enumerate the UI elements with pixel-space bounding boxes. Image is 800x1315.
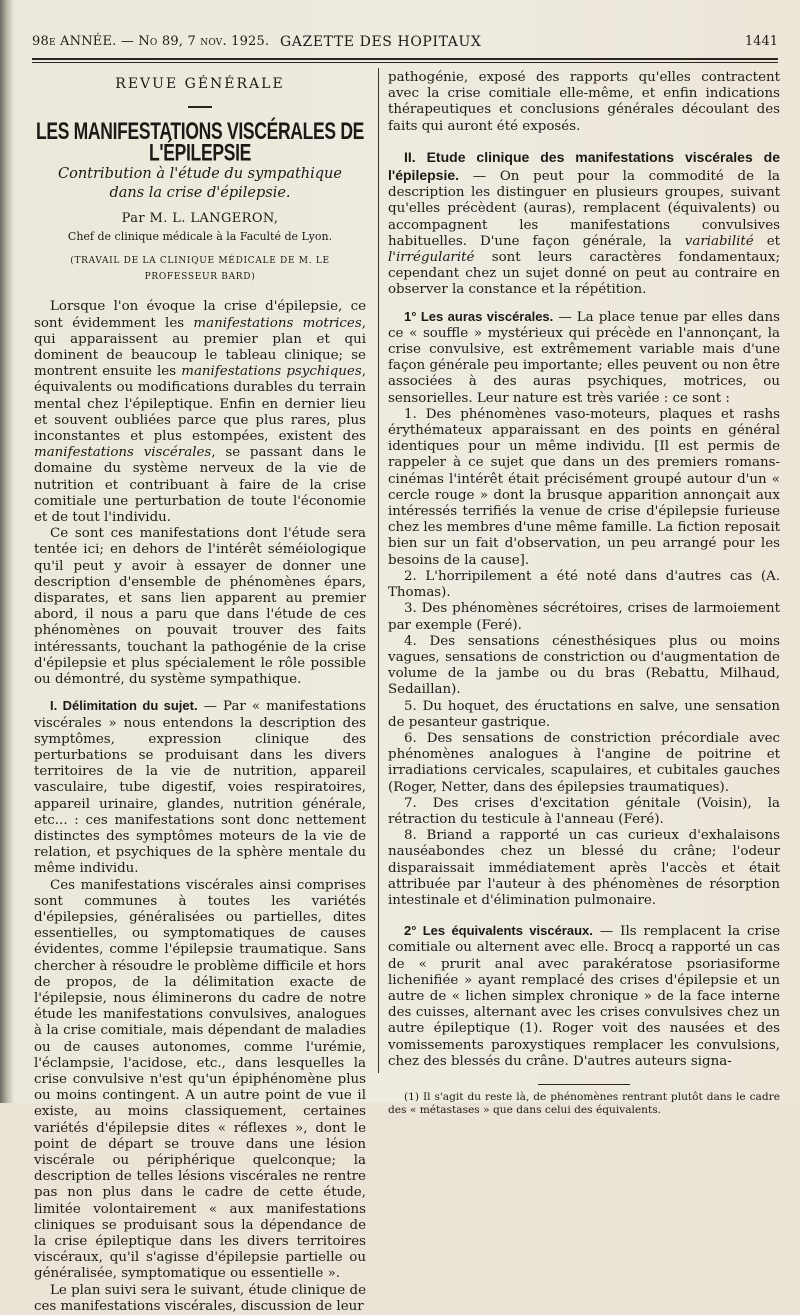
right-column	[388, 70, 780, 1117]
list-item: 8. Briand a rapporté un cas curieux d'exhalaisons nauséabondes chez un blessé du crâne; l'odeur disparaissait immédiatement après l'accès et était attribuée par l'auteur à des phénomènes de résorption intestinale et d'élimination pulmonaire.	[388, 828, 780, 908]
equivalents-paragraph: 2° Les équivalents viscéraux. — Ils remplacent la crise comitiale ou alternent avec elle. Brocq a rapporté un cas de « prurit anal avec parakératose psoriasiforme lichenifiée » ayant remplacé des crises d'épilepsie et un autre de « lichen simplex chronique » de la face interne des cuisses, alternant avec les crises convulsives chez un autre épileptique (1). Roger voit des nausées et des vomissements paroxystiques remplacer les convulsions, chez des blessés du crâne. D'autres auteurs signa-	[388, 923, 780, 1069]
list-item: 6. Des sensations de constriction précordiale avec phénomènes analogues à l'angine de poitrine et irradiations cervicales, scapulaires, et cubitales gauches (Roger, Netter, dans des épilepsies traumatiques).	[388, 730, 780, 795]
left-column	[34, 70, 366, 1315]
emphasis: variabilité	[684, 233, 754, 249]
auras-paragraph: 1° Les auras viscérales. — La place tenue par elles dans ce « souffle » mystérieux qui précède en l'annonçant, la crise convulsive, est extrêmement variable mais d'une façon générale peu importante; elles peuvent ou non être associées à des auras psychiques, motrices, ou sensorielles. Leur nature est très variée : ce sont :	[388, 308, 780, 406]
article-subtitle	[34, 165, 366, 203]
column-divider	[378, 68, 379, 1073]
emphasis: manifestations viscérales	[34, 445, 212, 461]
journal-title: GAZETTE DES HOPITAUX	[280, 34, 482, 50]
emphasis: manifestations psychiques	[181, 364, 362, 380]
section-2-paragraph: II. Etude clinique des manifestations viscérales de l'épilepsie. — On peut pour la commodité de la description les distinguer en plusieurs groupes, suivant qu'elles précèdent (auras), remplacent (équivalents) ou accompagnent les manifestations convulsives habituelles. D'une façon générale, la variabilité et l'irrégularité sont leurs caractères fondamentaux; cependant chez un sujet donné on peut au contraire en observer la constance et la répétition.	[388, 148, 780, 298]
list-item: 3. Des phénomènes sécrétoires, crises de larmoiement par exemple (Feré).	[388, 601, 780, 633]
section-heading: II. Etude clinique des manifestations viscérales de l'épilepsie.	[388, 148, 780, 184]
article-title: LES MANIFESTATIONS VISCÉRALES DE L'ÉPILEPSIE	[35, 117, 365, 167]
list-item: 1. Des phénomènes vaso-moteurs, plaques et rashs érythémateux apparaissant en des points en général identiques pour un même individu. [Il est permis de rappeler à ce sujet que dans un des premiers romans-cinémas l'intérêt était précisément groupé autour d'un « cercle rouge » dont la brusque apparition annonçait aux intéressés terrifiés la venue de crise d'épilepsie furieuse chez les membres d'une même famille. La fiction reposait bien sur un fait d'observation, un peu arrangé pour les besoins de la cause].	[388, 406, 780, 568]
subtitle-line: Contribution à l'étude du sympathique	[58, 165, 342, 182]
list-item: 5. Du hoquet, des éructations en salve, une sensation de pesanteur gastrique.	[388, 698, 780, 730]
list-item: 7. Des crises d'excitation génitale (Voisin), la rétraction du testicule à l'anneau (Feré).	[388, 795, 780, 827]
list-item: 4. Des sensations cénesthésiques plus ou moins vagues, sensations de constriction ou d'augmentation de volume de la jambe ou du bras (Rebattu, Milhaud, Sedaillan).	[388, 633, 780, 698]
list-item: 2. L'horripilement a été noté dans d'autres cas (A. Thomas).	[388, 568, 780, 601]
section-heading: I. Délimitation du sujet.	[50, 698, 198, 714]
page-number: 1441	[744, 34, 778, 49]
author-affiliation: Chef de clinique médicale à la Faculté de Lyon.	[67, 229, 333, 243]
section-1-paragraph: I. Délimitation du sujet. — Par « manifestations viscérales » nous entendons la description des symptômes, expression clinique des perturbations se produisant dans les divers territoires de la vie de nutrition, appareil vasculaire, tube digestif, voies respiratoires, appareil urinaire, glandes, nutrition générale, etc... : ces manifestations sont donc nettement distinctes des symptômes moteurs de la vie de relation, et psychiques de la sphère mentale du même individu.	[34, 698, 366, 877]
header-rule-thin	[32, 62, 778, 63]
subtitle-line: dans la crise d'épilepsie.	[109, 184, 291, 201]
paragraph: pathogénie, exposé des rapports qu'elles contractent avec la crise comitiale elle-même, et enfin indications thérapeutiques et conclusions générales découlant des faits qui auront été exposés.	[388, 70, 780, 134]
paragraph: Lorsque l'on évoque la crise d'épilepsie, ce sont évidemment les manifestations motrices, qui apparaissent au premier plan et qui dominent de beaucoup le tableau clinique; se montrent ensuite les manifestations psychiques, équivalents ou modifications durables du terrain mental chez l'épileptique. Enfin en dernier lieu et souvent oubliées parce que plus rares, plus inconstantes et plus estompées, existent des manifestations viscérales, se passant dans le domaine du système nerveux de la vie de nutrition et contribuant à faire de la crise comitiale une perturbation de toute l'économie et de tout l'individu.	[34, 299, 366, 526]
article-author: Par M. L. LANGERON,	[121, 210, 279, 226]
header-rule	[32, 58, 778, 60]
emphasis: l'irrégularité	[388, 250, 475, 266]
page-header	[32, 34, 778, 54]
rubric-rule	[188, 106, 212, 108]
footnote: (1) Il s'agit du reste là, de phénomènes rentrant plutôt dans le cadre des « métastases » que dans celui des équivalents.	[388, 1090, 780, 1116]
paragraph: Ce sont ces manifestations dont l'étude sera tentée ici; en dehors de l'intérêt séméiologique qu'il peut y avoir à essayer de donner une description d'ensemble de phénomènes épars, disparates, et sans lien apparent au premier abord, il nous a paru que dans l'étude de ces phénomènes on pouvait trouver des faits intéressants, touchant la pathogénie de la crise d'épilepsie et plus spécialement le rôle possible ou démontré, du système sympathique.	[34, 526, 366, 688]
issue-info: 98e ANNÉE. — No 89, 7 nov. 1925.	[32, 34, 270, 49]
section-rubric: REVUE GÉNÉRALE	[115, 76, 285, 92]
paragraph: Le plan suivi sera le suivant, étude clinique de ces manifestations viscérales, discussion de leur	[34, 1282, 366, 1314]
lab-credit: (TRAVAIL DE LA CLINIQUE MÉDICALE DE M. LE PROFESSEUR BARD)	[70, 256, 330, 283]
footnote-rule	[538, 1084, 630, 1085]
paragraph: Ces manifestations viscérales ainsi comprises sont communes à toutes les variétés d'épilepsies, généralisées ou partielles, dites essentielles, ou symptomatiques de causes évidentes, comme l'épilepsie traumatique. Sans chercher à résoudre le problème difficile et hors de propos, de la délimitation exacte de l'épilepsie, nous éliminerons du cadre de notre étude les manifestations convulsives, analogues à la crise comitiale, mais dépendant de maladies ou de causes autonomes, comme l'urémie, l'éclampsie, l'acidose, etc., dans lesquelles la crise convulsive n'est qu'un épiphénomène plus ou moins contingent. A un autre point de vue il existe, au moins classiquement, certaines variétés d'épilepsie dites « réflexes », dont le point de départ se trouve dans une lésion viscérale ou périphérique quelconque; la description de telles lésions viscérales ne rentre pas non plus dans le cadre de cette étude, limitée volontairement « aux manifestations cliniques se produisant sous la dépendance de la crise épileptique dans les divers territoires viscéraux, qu'il s'agisse d'épilepsie partielle ou généralisée, symptomatique ou essentielle ».	[34, 877, 366, 1282]
subsection-heading: 2° Les équivalents viscéraux.	[404, 923, 593, 939]
subsection-heading: 1° Les auras viscérales.	[404, 308, 554, 324]
emphasis: manifestations motrices	[193, 315, 362, 331]
